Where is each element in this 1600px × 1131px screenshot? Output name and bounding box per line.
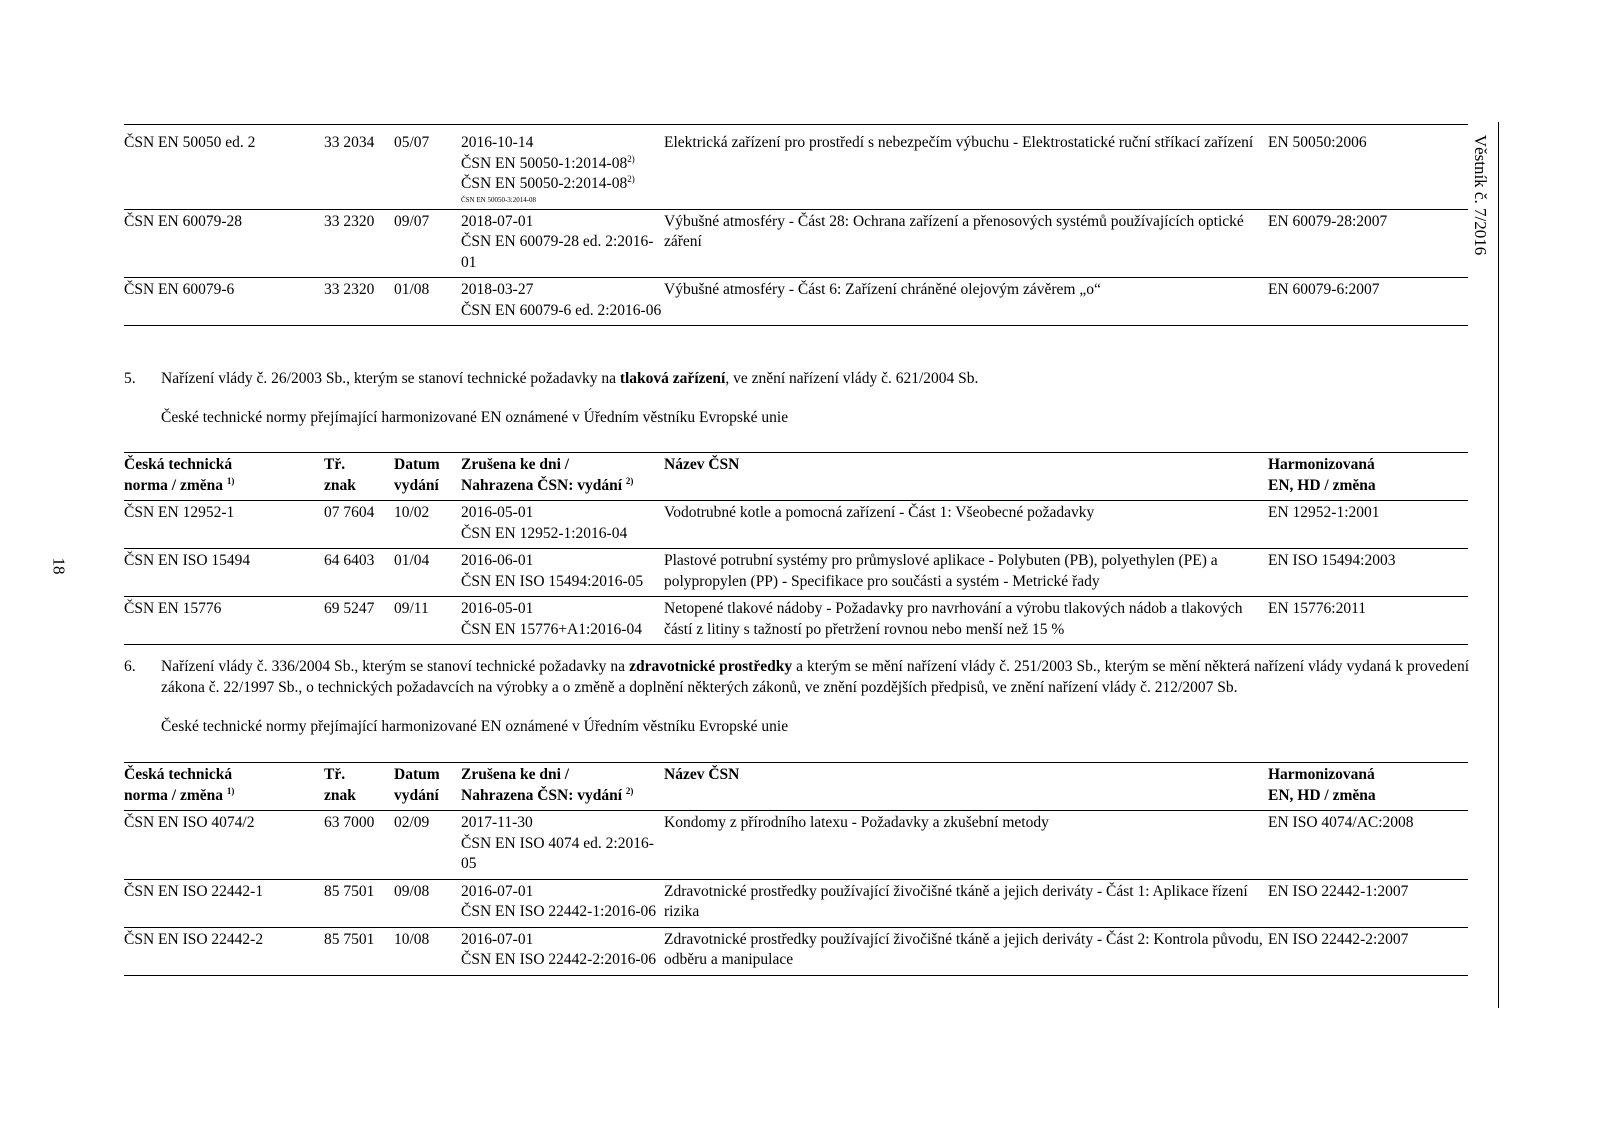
section-6-subtitle: České technické normy přejímající harmonizované EN oznámené v Úředním věstníku Evropské unie [161, 718, 789, 735]
page-number: 18 [49, 557, 69, 575]
class-cell: 85 7501 [324, 882, 375, 900]
replaced-by: ČSN EN 60079-6 ed. 2:2016-06 [461, 301, 662, 319]
table-section-5 [124, 452, 1468, 645]
table-row [124, 879, 1468, 927]
class-cell: 33 2320 [324, 281, 375, 298]
header-date: Datum vydání [394, 766, 440, 804]
replaced-cell: 2017-11-30 ČSN EN ISO 4074 ed. 2:2016-05 [461, 814, 654, 872]
norm-cell: ČSN EN ISO 4074/2 [124, 814, 255, 831]
section-5-heading [124, 368, 1469, 389]
table-section-6 [124, 762, 1468, 976]
title-cell: Plastové potrubní systémy pro průmyslové aplikace - Polybuten (PB), polyethylen (PE) a polypropylen (PP) - Specifikace pro součásti a systém - Metrické řady [664, 552, 1218, 590]
table-header [124, 763, 1468, 811]
header-title: Název ČSN [664, 456, 740, 473]
header-en: Harmonizovaná EN, HD / změna [1268, 766, 1376, 804]
en-cell: EN 15776:2011 [1268, 600, 1367, 617]
cancel-date: 2016-10-14 [461, 134, 534, 151]
date-cell: 09/08 [394, 882, 430, 900]
table-row [124, 278, 1468, 326]
table-row [124, 811, 1468, 880]
replaced-by: ČSN EN 50050-2:2014-08$^{2)}$ [461, 173, 635, 192]
title-cell: Výbušné atmosféry - Část 6: Zařízení chráněné olejovým závěrem „o“ [664, 281, 1101, 298]
en-cell: EN 50050:2006 [1268, 134, 1367, 151]
cancel-date: 2018-03-27 [461, 281, 534, 298]
en-cell: EN ISO 4074/AC:2008 [1268, 814, 1414, 831]
class-cell: 64 6403 [324, 552, 375, 569]
en-cell: EN ISO 22442-1:2007 [1268, 882, 1409, 900]
replaced-cell: 2016-06-01 ČSN EN ISO 15494:2016-05 [461, 552, 644, 590]
section-5-subtitle: České technické normy přejímající harmonizované EN oznámené v Úředním věstníku Evropské unie [161, 409, 789, 426]
date-cell: 10/02 [394, 504, 430, 521]
en-cell: EN 60079-28:2007 [1268, 212, 1388, 230]
title-cell: Vodotrubné kotle a pomocná zařízení - Část 1: Všeobecné požadavky [664, 504, 1095, 521]
norm-cell: ČSN EN 60079-6 [124, 281, 235, 298]
date-cell: 02/09 [394, 814, 430, 831]
class-cell: 33 2320 [324, 212, 375, 230]
header-norm: Česká technická norma / změna $^{1)}$ [124, 456, 235, 494]
header-class: Tř. znak [324, 456, 356, 494]
table-row [124, 549, 1468, 597]
title-cell: Zdravotnické prostředky používající živočišné tkáně a jejich deriváty - Část 1: Aplikace řízení rizika [664, 882, 1248, 920]
class-cell: 63 7000 [324, 814, 375, 831]
section-6-heading [124, 656, 1469, 698]
replaced-cell: 2016-05-01 ČSN EN 15776+A1:2016-04 [461, 600, 642, 638]
header-replaced: Zrušena ke dni / Nahrazena ČSN: vydání $^{2)}$ [461, 456, 634, 494]
title-cell: Elektrická zařízení pro prostředí s nebezpečím výbuchu - Elektrostatické ruční stříkací zařízení [664, 134, 1254, 151]
table-row [124, 927, 1468, 975]
header-en: Harmonizovaná EN, HD / změna [1268, 456, 1376, 494]
date-cell: 09/07 [394, 212, 430, 230]
class-cell: 33 2034 [324, 134, 375, 151]
date-cell: 10/08 [394, 930, 430, 948]
en-cell: EN ISO 22442-2:2007 [1268, 930, 1409, 948]
norm-cell: ČSN EN 12952-1 [124, 504, 235, 521]
date-cell: 05/07 [394, 134, 430, 151]
section-number: 6. [124, 658, 136, 675]
en-cell: EN 12952-1:2001 [1268, 504, 1380, 521]
norm-cell: ČSN EN ISO 22442-2 [124, 930, 264, 948]
title-cell: Netopené tlakové nádoby - Požadavky pro navrhování a výrobu tlakových nádob a tlakových částí z litiny s tažností po přetržení rovnou nebo menší než 15 % [664, 600, 1243, 638]
date-cell: 01/04 [394, 552, 430, 569]
replaced-cell: 2016-07-01 ČSN EN ISO 22442-1:2016-06 [461, 882, 657, 920]
replaced-cell [461, 278, 664, 326]
replaced-by: ČSN EN 50050-1:2014-08$^{2)}$ [461, 153, 635, 172]
norm-cell: ČSN EN 50050 ed. 2 [124, 134, 256, 151]
side-rule [1498, 122, 1499, 1008]
replaced-by: ČSN EN 50050-3:2014-08 [461, 195, 537, 204]
journal-header: Věstník č. 7/2016 [1471, 134, 1491, 256]
replaced-cell: 2016-05-01 ČSN EN 12952-1:2016-04 [461, 504, 628, 542]
class-cell: 69 5247 [324, 600, 375, 617]
header-date: Datum vydání [394, 456, 440, 494]
cancel-date: 2018-07-01 [461, 212, 534, 230]
title-cell: Kondomy z přírodního latexu - Požadavky a zkušební metody [664, 814, 1049, 831]
table-continued [124, 124, 1468, 326]
table-header [124, 453, 1468, 501]
replaced-by: ČSN EN 60079-28 ed. 2:2016-01 [461, 233, 654, 271]
en-cell: EN 60079-6:2007 [1268, 281, 1380, 298]
section-number: 5. [124, 370, 136, 387]
replaced-cell: 2016-07-01 ČSN EN ISO 22442-2:2016-06 [461, 930, 657, 968]
norm-cell: ČSN EN ISO 15494 [124, 552, 251, 569]
table-row [124, 131, 1468, 209]
class-cell: 07 7604 [324, 504, 375, 521]
section-text: Nařízení vlády č. 26/2003 Sb., kterým se stanoví technické požadavky na tlaková zařízení, ve znění nařízení vlády č. 621/2004 Sb. [161, 370, 979, 387]
header-replaced: Zrušena ke dni / Nahrazena ČSN: vydání $^{2)}$ [461, 766, 634, 804]
title-cell: Výbušné atmosféry - Část 28: Ochrana zařízení a přenosových systémů používajících optické záření [664, 212, 1244, 250]
en-cell: EN ISO 15494:2003 [1268, 552, 1396, 569]
replaced-cell [461, 209, 664, 278]
header-title: Název ČSN [664, 766, 740, 783]
table-row [124, 501, 1468, 549]
header-class: Tř. znak [324, 766, 356, 804]
replaced-cell [461, 131, 664, 209]
norm-cell: ČSN EN ISO 22442-1 [124, 882, 264, 900]
header-norm: Česká technická norma / změna $^{1)}$ [124, 766, 235, 804]
norm-cell: ČSN EN 15776 [124, 600, 222, 617]
class-cell: 85 7501 [324, 930, 375, 948]
norm-cell: ČSN EN 60079-28 [124, 212, 242, 230]
date-cell: 01/08 [394, 281, 430, 298]
section-text: Nařízení vlády č. 336/2004 Sb., kterým se stanoví technické požadavky na zdravotnické prostředky a kterým se mění nařízení vlády č. 251/2003 Sb., kterým se mění některá nařízení vlády vydaná k provedení zákona č. 22/1997 Sb., o technických požadavcích na výrobky a o změně a doplnění některých zákonů, ve znění pozdějších předpisů, ve znění nařízení vlády č. 212/2007 Sb. [161, 658, 1469, 696]
date-cell: 09/11 [394, 600, 429, 617]
title-cell: Zdravotnické prostředky používající živočišné tkáně a jejich deriváty - Část 2: Kontrola původu, odběru a manipulace [664, 930, 1263, 968]
table-row [124, 597, 1468, 645]
table-row [124, 209, 1468, 278]
